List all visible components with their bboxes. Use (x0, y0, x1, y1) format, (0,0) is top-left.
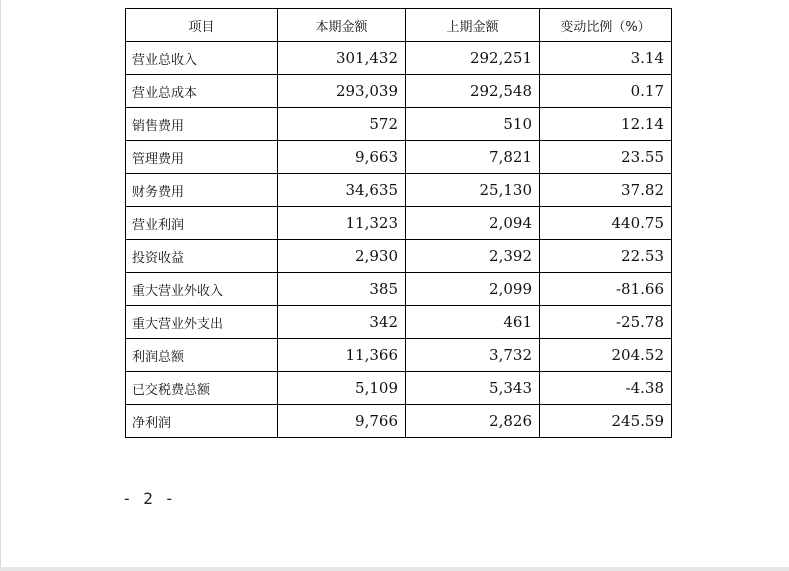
table-row (126, 108, 672, 141)
previous-amount-cell: 2,826 (406, 405, 540, 438)
financial-table (125, 8, 672, 438)
row-label: 营业总成本 (126, 75, 278, 108)
previous-amount-cell: 292,548 (406, 75, 540, 108)
current-amount-cell: 9,766 (278, 405, 406, 438)
previous-amount-cell: 2,094 (406, 207, 540, 240)
table-row (126, 174, 672, 207)
change-ratio-cell: 245.59 (540, 405, 672, 438)
row-label: 财务费用 (126, 174, 278, 207)
change-ratio-cell: 204.52 (540, 339, 672, 372)
table-row (126, 405, 672, 438)
row-label: 管理费用 (126, 141, 278, 174)
page-bottom-border (0, 567, 789, 571)
current-amount-cell: 342 (278, 306, 406, 339)
current-amount-cell: 2,930 (278, 240, 406, 273)
previous-amount-cell: 292,251 (406, 42, 540, 75)
previous-amount-cell: 3,732 (406, 339, 540, 372)
current-amount-cell: 572 (278, 108, 406, 141)
change-ratio-cell: 3.14 (540, 42, 672, 75)
row-label: 投资收益 (126, 240, 278, 273)
change-ratio-cell: 22.53 (540, 240, 672, 273)
previous-amount-cell: 7,821 (406, 141, 540, 174)
row-label: 净利润 (126, 405, 278, 438)
header-change-ratio: 变动比例（%） (540, 9, 672, 42)
current-amount-cell: 293,039 (278, 75, 406, 108)
table-row (126, 339, 672, 372)
change-ratio-cell: 23.55 (540, 141, 672, 174)
change-ratio-cell: -4.38 (540, 372, 672, 405)
change-ratio-cell: 12.14 (540, 108, 672, 141)
table-row (126, 75, 672, 108)
current-amount-cell: 301,432 (278, 42, 406, 75)
table-row (126, 240, 672, 273)
current-amount-cell: 11,366 (278, 339, 406, 372)
table-row (126, 42, 672, 75)
table-row (126, 141, 672, 174)
change-ratio-cell: 440.75 (540, 207, 672, 240)
table-row (126, 306, 672, 339)
previous-amount-cell: 461 (406, 306, 540, 339)
row-label: 营业利润 (126, 207, 278, 240)
table-row (126, 273, 672, 306)
page-number: - 2 - (122, 489, 176, 508)
header-previous-amount: 上期金额 (406, 9, 540, 42)
row-label: 营业总收入 (126, 42, 278, 75)
row-label: 利润总额 (126, 339, 278, 372)
previous-amount-cell: 510 (406, 108, 540, 141)
table-header-row (126, 9, 672, 42)
change-ratio-cell: -25.78 (540, 306, 672, 339)
current-amount-cell: 385 (278, 273, 406, 306)
change-ratio-cell: -81.66 (540, 273, 672, 306)
header-current-amount: 本期金额 (278, 9, 406, 42)
row-label: 销售费用 (126, 108, 278, 141)
table-row (126, 207, 672, 240)
row-label: 重大营业外收入 (126, 273, 278, 306)
table-row (126, 372, 672, 405)
row-label: 已交税费总额 (126, 372, 278, 405)
change-ratio-cell: 0.17 (540, 75, 672, 108)
previous-amount-cell: 25,130 (406, 174, 540, 207)
page-left-border (0, 0, 1, 571)
current-amount-cell: 9,663 (278, 141, 406, 174)
previous-amount-cell: 5,343 (406, 372, 540, 405)
previous-amount-cell: 2,099 (406, 273, 540, 306)
change-ratio-cell: 37.82 (540, 174, 672, 207)
previous-amount-cell: 2,392 (406, 240, 540, 273)
current-amount-cell: 34,635 (278, 174, 406, 207)
current-amount-cell: 5,109 (278, 372, 406, 405)
row-label: 重大营业外支出 (126, 306, 278, 339)
current-amount-cell: 11,323 (278, 207, 406, 240)
header-item: 项目 (126, 9, 278, 42)
